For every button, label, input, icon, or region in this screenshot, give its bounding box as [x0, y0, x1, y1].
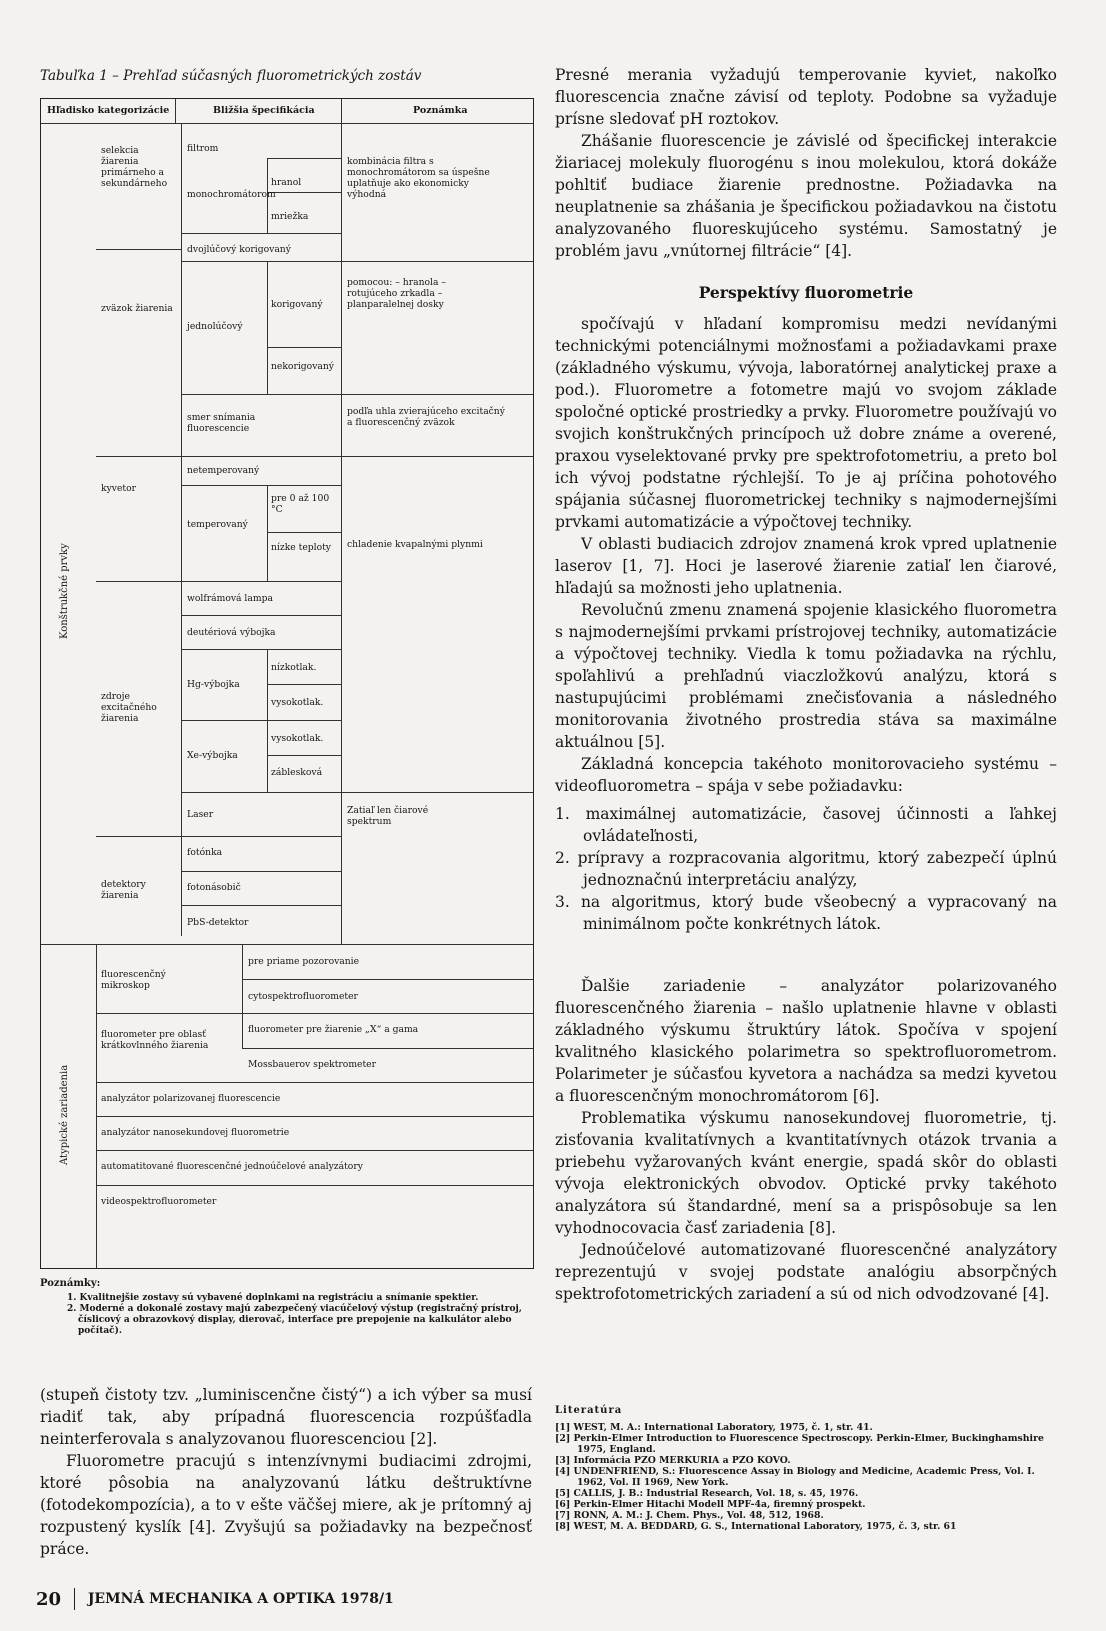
cat-kyvetor: kyvetor	[101, 483, 137, 494]
spec-video: videospektrofluorometer	[101, 1196, 217, 1207]
paragraph: Zhášanie fluorescencie je závislé od špecifickej interakcie žiariacej molekuly fluorogénu s inou molekulou, ktorá dokáže pohltiť budiace žiarenie prednostne. Požiadavka na neuplatnenie sa zhášania je špecifickou požiadavkou na čistotu analyzovaného fluoreskujúceho systému. Samostatný je problém javu „vnútornej filtrácie“ [4].	[555, 132, 1057, 260]
right-column-lower	[555, 975, 1057, 1305]
list-item: 3. na algoritmus, ktorý bude všeobecný a vypracovaný na minimálnom počte konkrétnych látok.	[555, 893, 1057, 933]
row-line	[341, 261, 533, 262]
note-kombinacia: kombinácia filtra s monochromátorom sa úspešne uplatňuje ako ekonomicky výhodná	[347, 156, 490, 200]
list-item: 1. maximálnej automatizácie, časovej účinnosti a ľahkej ovládateľnosti,	[555, 805, 1057, 845]
group-label-construction: Konštrukčné prvky	[59, 543, 70, 639]
row-line	[181, 792, 341, 793]
reference-item: [7] RONN, A. M.: J. Chem. Phys., Vol. 48, 512, 1968.	[555, 1510, 824, 1521]
row-line	[181, 720, 341, 721]
row-line	[267, 755, 341, 756]
spec-polar: analyzátor polarizovanej fluorescencie	[101, 1093, 281, 1104]
cat-mikroskop: fluorescenčný mikroskop	[101, 969, 166, 991]
row-line	[181, 615, 341, 616]
spec-laser: Laser	[187, 809, 214, 820]
col-divider	[96, 944, 97, 1268]
note-pomocou: pomocou: – hranola – rotujúceho zrkadla – planparalelnej dosky	[347, 277, 446, 310]
row-line	[242, 1048, 533, 1049]
spec-zableskova: záblesková	[271, 767, 323, 778]
row-line	[96, 249, 181, 250]
references	[555, 1405, 1060, 1532]
paragraph: Problematika výskumu nanosekundovej fluorometrie, tj. zisťovania kvalitatívnych a kvantitatívnych otázok trvania a priebehu vyžarovaných kvánt energie, spadá skôr do oblasti vývoja elektronických obvodov. Optické prvky takéhoto analyzátora sú štandardné, mení sa a prispôsobuje sa len vyhodnocovacia časť zariadenia [8].	[555, 1109, 1057, 1237]
row-line	[181, 261, 341, 262]
row-line	[341, 456, 533, 457]
row-line	[96, 456, 181, 457]
header-note: Poznámka	[413, 105, 468, 116]
row-line	[96, 1082, 533, 1083]
table-notes	[40, 1278, 535, 1337]
paragraph: (stupeň čistoty tzv. „luminiscenčne čistý“) a ich výber sa musí riadiť tak, aby prípadná fluorescencia rozpúšťadla neinterferovala s analyzovanou fluorescenciou [2].	[40, 1386, 532, 1448]
right-column-body	[555, 313, 1057, 935]
notes-heading: Poznámky:	[40, 1278, 101, 1289]
footer-divider	[74, 1588, 75, 1610]
row-line	[96, 1150, 533, 1151]
group-divider	[41, 944, 533, 945]
cat-fluorometer: fluorometer pre oblasť krátkovlnného žiarenia	[101, 1029, 209, 1051]
reference-item: [4] UNDENFRIEND, S.: Fluorescence Assay in Biology and Medicine, Academic Press, Vol. I. 1962, Vol. II 1969, New York.	[555, 1466, 1035, 1488]
page-footer	[36, 1588, 394, 1610]
spec-moss: Mossbauerov spektrometer	[248, 1059, 377, 1070]
row-line	[181, 456, 341, 457]
note-podla: podľa uhla zvierajúceho excitačný a fluorescenčný zväzok	[347, 406, 505, 428]
row-line	[96, 1185, 533, 1186]
spec-fotonasobic: fotonásobič	[187, 882, 241, 893]
row-line	[96, 1116, 533, 1117]
spec-cyto: cytospektrofluorometer	[248, 991, 358, 1002]
spec-hranol: hranol	[271, 177, 302, 188]
col-divider	[341, 99, 342, 944]
note-item: 2. Moderné a dokonalé zostavy majú zabezpečený viacúčelový výstup (registračný prístroj, číslicový a obrazovkový display, dierovač, interface pre prepojenie na kalkulátor alebo počítač).	[67, 1304, 522, 1336]
note-chladenie: chladenie kvapalnými plynmi	[347, 539, 483, 550]
spec-dvojlucovy: dvojlúčový korigovaný	[187, 244, 291, 255]
row-line	[242, 979, 533, 980]
cat-detektory: detektory žiarenia	[101, 879, 146, 901]
row-line	[267, 347, 341, 348]
spec-nano: analyzátor nanosekundovej fluorometrie	[101, 1127, 290, 1138]
reference-item: [6] Perkin-Elmer Hitachi Modell MPF-4a, firemný prospekt.	[555, 1499, 866, 1510]
paragraph: Ďalšie zariadenie – analyzátor polarizovaného fluorescenčného žiarenia – našlo uplatnenie hlavne v oblasti základného výskumu štruktúry látok. Spočíva v spojení kvalitného klasického polarimetra so spektrofluorometrom. Polarimeter je súčasťou kyvetora a nachádza sa medzi kyvetou a fluorescenčným monochromátorom [6].	[555, 977, 1057, 1105]
row-line	[181, 905, 341, 906]
row-line	[341, 792, 533, 793]
row-line	[181, 394, 341, 395]
journal-name: JEMNÁ MECHANIKA A OPTIKA 1978/1	[87, 1591, 394, 1607]
spec-priame: pre priame pozorovanie	[248, 956, 360, 967]
spec-vysokotlak2: vysokotlak.	[271, 733, 324, 744]
row-line	[181, 581, 341, 582]
spec-pre0: pre 0 až 100 °C	[271, 493, 330, 515]
paragraph: V oblasti budiacich zdrojov znamená krok vpred uplatnenie laserov [1, 7]. Hoci je laserové žiarenie zatiaľ len čiarové, hľadajú sa možnosti jeho uplatnenia.	[555, 535, 1057, 597]
reference-item: [1] WEST, M. A.: International Laboratory, 1975, č. 1, str. 41.	[555, 1422, 873, 1433]
spec-ziarenie: fluorometer pre žiarenie „X“ a gama	[248, 1024, 419, 1035]
header-category: Hľadisko kategorizácie	[47, 105, 170, 116]
spec-deuteriova: deutériová výbojka	[187, 627, 276, 638]
spec-filtrom: filtrom	[187, 143, 219, 154]
reference-item: [5] CALLIS, J. B.: Industrial Research, Vol. 18, s. 45, 1976.	[555, 1488, 859, 1499]
paragraph: Presné merania vyžadujú temperovanie kyviet, nakoľko fluorescencia značne závisí od teploty. Podobne sa vyžaduje prísne sledovať pH roztokov.	[555, 66, 1057, 128]
references-heading: Literatúra	[555, 1405, 623, 1416]
paragraph: Základná koncepcia takéhoto monitorovacieho systému – videofluorometra – spája v sebe požiadavku:	[555, 755, 1057, 795]
cat-selekcia: selekcia žiarenia primárneho a sekundárneho	[101, 145, 168, 189]
spec-temperovany: temperovaný	[187, 519, 248, 530]
table-caption: Tabuľka 1 – Prehľad súčasných fluorometrických zostáv	[40, 68, 422, 84]
note-zatial: Zatiaľ len čiarové spektrum	[347, 805, 429, 827]
row-line	[341, 394, 533, 395]
row-line	[96, 836, 181, 837]
spec-hg: Hg-výbojka	[187, 679, 240, 690]
spec-nizkotlak: nízkotlak.	[271, 662, 317, 673]
list-item: 2. prípravy a rozpracovania algoritmu, ktorý zabezpečí úplnú jednoznačnú interpretáciu analýzy,	[555, 849, 1057, 889]
reference-item: [8] WEST, M. A. BEDDARD, G. S., International Laboratory, 1975, č. 3, str. 61	[555, 1521, 957, 1532]
row-line	[267, 192, 341, 193]
right-column-top	[555, 64, 1057, 262]
row-line	[267, 684, 341, 685]
spec-monochromatorom: monochromátorom	[187, 189, 276, 200]
note-item: 1. Kvalitnejšie zostavy sú vybavené doplnkami na registráciu a snímanie spektier.	[67, 1293, 479, 1303]
paragraph: Jednoúčelové automatizované fluorescenčné analyzátory reprezentujú v svojej podstate analógiu absorpčných spektrofotometrických zariadení a sú od nich odvodzované [4].	[555, 1241, 1057, 1303]
row-line	[267, 261, 268, 394]
paragraph: Fluorometre pracujú s intenzívnymi budiacimi zdrojmi, ktoré pôsobia na analyzovanú látku deštruktívne (fotodekompozícia), a to v ešte väčšej miere, ak je prítomný aj rozpustený kyslík [4]. Zvyšujú sa požiadavky na bezpečnosť práce.	[40, 1452, 532, 1558]
cat-zdroje: zdroje excitačného žiarenia	[101, 691, 157, 724]
row-line	[181, 233, 341, 234]
row-line	[242, 944, 243, 1048]
spec-netemperovany: netemperovaný	[187, 465, 260, 476]
left-column-text	[40, 1384, 532, 1560]
col-divider	[181, 123, 182, 936]
spec-jednolucovy: jednolúčový	[187, 321, 243, 332]
row-line	[267, 158, 341, 159]
header-specification: Bližšia špecifikácia	[213, 105, 315, 116]
row-line	[181, 871, 341, 872]
spec-auto: automatitované fluorescenčné jednoúčelové analyzátory	[101, 1161, 363, 1172]
header-divider	[41, 123, 533, 124]
row-line	[267, 485, 268, 581]
row-line	[181, 836, 341, 837]
fluorometer-overview-table	[40, 98, 534, 1269]
spec-nizke: nízke teploty	[271, 542, 331, 553]
spec-mriezka: mriežka	[271, 211, 309, 222]
spec-fotonka: fotónka	[187, 847, 223, 858]
paragraph: Revolučnú zmenu znamená spojenie klasického fluorometra s najmodernejšími prvkami prístrojovej techniky, automatizácie a výpočtovej techniky. Viedla k tomu požiadavka na rýchlu, spoľahlivú a prehľadnú viaczložkovú analýzu, ktorá s nastupujúcimi problémami znečisťovania a následného monitorovania životného prostredia stáva sa maximálne aktuálnou [5].	[555, 601, 1057, 751]
row-line	[181, 649, 341, 650]
row-line	[96, 1013, 533, 1014]
spec-pbs: PbS-detektor	[187, 917, 249, 928]
spec-korigovany: korigovaný	[271, 299, 323, 310]
cat-zvazok: zväzok žiarenia	[101, 303, 173, 314]
row-line	[267, 532, 341, 533]
group-label-atypical: Atypické zariadenia	[59, 1064, 70, 1165]
row-line	[96, 581, 181, 582]
spec-xe: Xe-výbojka	[187, 750, 238, 761]
section-heading: Perspektívy fluorometrie	[698, 283, 914, 302]
row-line	[181, 485, 341, 486]
col-divider	[175, 99, 176, 123]
reference-item: [3] Informácia PZO MERKURIA a PZO KOVO.	[555, 1455, 791, 1466]
spec-nekorigovany: nekorigovaný	[271, 361, 334, 372]
spec-vysokotlak1: vysokotlak.	[271, 697, 324, 708]
spec-smer: smer snímania fluorescencie	[187, 412, 256, 434]
reference-item: [2] Perkin-Elmer Introduction to Fluorescence Spectroscopy. Perkin-Elmer, Buckinghamshire 1975, England.	[555, 1433, 1044, 1455]
page-number: 20	[36, 1588, 62, 1610]
paragraph: spočívajú v hľadaní kompromisu medzi nevídanými technickými potenciálnymi možnosťami a požiadavkami praxe (základného výskumu, vývoja, laboratórnej analytickej praxe a pod.). Fluorometre a fotometre majú vo svojom základe spoločné optické prostriedky a prvky. Fluorometre používajú vo svojich konštrukčných princípoch už dobre známe a overené, praxou vyselektované prvky pre spektrofotometriu, a preto bol ich vývoj podstatne rýchlejší. To je aj príčina pohotového spájania súčasnej fluorometrickej techniky s najmodernejšími prvkami automatizácie a výpočtovej techniky.	[555, 315, 1057, 531]
spec-wolframova: wolfrámová lampa	[187, 593, 273, 604]
